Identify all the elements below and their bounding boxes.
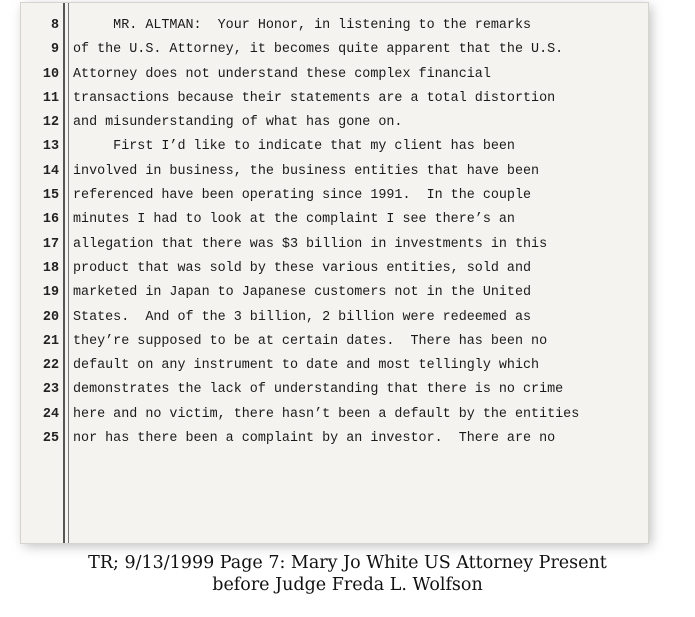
line-text: default on any instrument to date and most tellingly which bbox=[73, 358, 540, 374]
line-text: transactions because their statements are a total distortion bbox=[73, 90, 556, 106]
line-number: 14 bbox=[42, 163, 59, 179]
transcript-line bbox=[21, 160, 648, 184]
transcript-lines bbox=[21, 14, 648, 451]
line-text: product that was sold by these various entities, sold and bbox=[73, 260, 532, 276]
transcript-page bbox=[20, 2, 649, 544]
line-number: 17 bbox=[42, 236, 59, 252]
image-caption bbox=[0, 552, 695, 596]
line-number: 25 bbox=[42, 431, 59, 447]
transcript-line bbox=[21, 281, 648, 305]
transcript-line bbox=[21, 111, 648, 135]
line-text: Attorney does not understand these complex financial bbox=[73, 66, 491, 82]
transcript-line bbox=[21, 135, 648, 159]
line-text: States. And of the 3 billion, 2 billion were redeemed as bbox=[73, 309, 532, 325]
transcript-line bbox=[21, 184, 648, 208]
transcript-line bbox=[21, 87, 648, 111]
transcript-line bbox=[21, 427, 648, 451]
transcript-line bbox=[21, 38, 648, 62]
line-number: 16 bbox=[42, 212, 59, 228]
caption-line-2: before Judge Freda L. Wolfson bbox=[212, 575, 483, 595]
caption-line-1: TR; 9/13/1999 Page 7: Mary Jo White US Attorney Present bbox=[88, 553, 607, 573]
transcript-line bbox=[21, 403, 648, 427]
line-text: here and no victim, there hasn’t been a default by the entities bbox=[73, 406, 580, 422]
transcript-line bbox=[21, 14, 648, 38]
transcript-line bbox=[21, 233, 648, 257]
line-text: nor has there been a complaint by an investor. There are no bbox=[73, 431, 556, 447]
transcript-line bbox=[21, 63, 648, 87]
transcript-line bbox=[21, 208, 648, 232]
line-text: First I’d like to indicate that my client has been bbox=[73, 139, 515, 155]
transcript-line bbox=[21, 306, 648, 330]
line-number: 9 bbox=[50, 42, 59, 58]
line-number: 21 bbox=[42, 333, 59, 349]
line-text: they’re supposed to be at certain dates. There has been no bbox=[73, 333, 548, 349]
line-number: 11 bbox=[42, 90, 59, 106]
transcript-line bbox=[21, 257, 648, 281]
line-number: 10 bbox=[42, 66, 59, 82]
line-number: 8 bbox=[50, 18, 59, 33]
line-text: minutes I had to look at the complaint I see there’s an bbox=[73, 212, 515, 228]
line-number: 23 bbox=[42, 382, 59, 398]
line-number: 19 bbox=[42, 285, 59, 301]
line-number: 22 bbox=[42, 358, 59, 374]
line-number: 18 bbox=[42, 260, 59, 276]
line-number: 24 bbox=[42, 406, 59, 422]
line-text: and misunderstanding of what has gone on. bbox=[73, 115, 403, 131]
line-text: marketed in Japan to Japanese customers not in the United bbox=[73, 285, 532, 301]
line-number: 15 bbox=[42, 188, 59, 204]
line-text: of the U.S. Attorney, it becomes quite apparent that the U.S. bbox=[73, 42, 564, 58]
line-number: 20 bbox=[42, 309, 59, 325]
line-text: involved in business, the business entities that have been bbox=[73, 163, 540, 179]
transcript-line bbox=[21, 330, 648, 354]
line-text: MR. ALTMAN: Your Honor, in listening to the remarks bbox=[73, 18, 532, 33]
line-number: 13 bbox=[42, 139, 59, 155]
line-text: allegation that there was $3 billion in investments in this bbox=[73, 236, 548, 252]
transcript-line bbox=[21, 378, 648, 402]
line-number: 12 bbox=[42, 115, 59, 131]
line-text: demonstrates the lack of understanding that there is no crime bbox=[73, 382, 564, 398]
line-text: referenced have been operating since 1991. In the couple bbox=[73, 188, 532, 204]
transcript-line bbox=[21, 354, 648, 378]
